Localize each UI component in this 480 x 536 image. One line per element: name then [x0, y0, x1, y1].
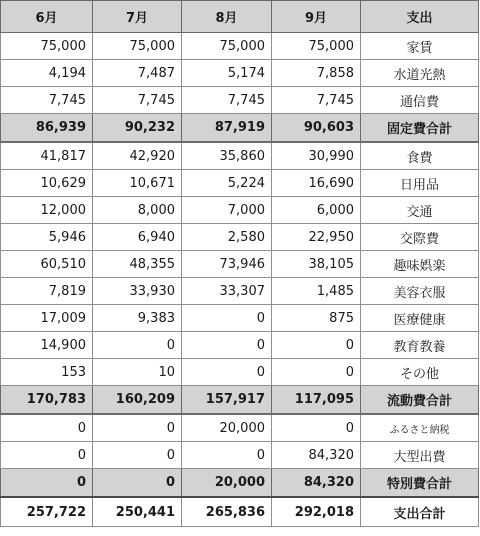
cell-july[interactable]: 33,930 — [93, 278, 182, 305]
cell-september[interactable]: 22,950 — [272, 224, 361, 251]
header-cell-expense[interactable]: 支出 — [361, 1, 479, 33]
cell-expense-label[interactable]: 趣味娯楽 — [361, 251, 479, 278]
cell-august[interactable]: 157,917 — [182, 386, 272, 415]
cell-august[interactable]: 5,174 — [182, 60, 272, 87]
cell-august[interactable]: 7,000 — [182, 197, 272, 224]
cell-september[interactable]: 7,858 — [272, 60, 361, 87]
cell-september[interactable]: 38,105 — [272, 251, 361, 278]
cell-august[interactable]: 20,000 — [182, 414, 272, 442]
cell-august[interactable]: 20,000 — [182, 469, 272, 498]
subtotal-row — [1, 469, 479, 498]
table-row — [1, 305, 479, 332]
header-cell-july[interactable]: 7月 — [93, 1, 182, 33]
cell-july[interactable]: 42,920 — [93, 142, 182, 170]
cell-july[interactable]: 7,487 — [93, 60, 182, 87]
cell-june[interactable]: 0 — [1, 469, 93, 498]
cell-july[interactable]: 48,355 — [93, 251, 182, 278]
cell-september[interactable]: 0 — [272, 332, 361, 359]
cell-july[interactable]: 10,671 — [93, 170, 182, 197]
cell-june[interactable]: 7,745 — [1, 87, 93, 114]
cell-june[interactable]: 10,629 — [1, 170, 93, 197]
cell-july[interactable]: 0 — [93, 469, 182, 498]
cell-september[interactable]: 16,690 — [272, 170, 361, 197]
cell-september[interactable]: 6,000 — [272, 197, 361, 224]
cell-june[interactable]: 75,000 — [1, 33, 93, 60]
cell-june[interactable]: 86,939 — [1, 114, 93, 143]
cell-july[interactable]: 6,940 — [93, 224, 182, 251]
cell-august[interactable]: 2,580 — [182, 224, 272, 251]
cell-july[interactable]: 250,441 — [93, 497, 182, 527]
cell-july[interactable]: 0 — [93, 332, 182, 359]
cell-june[interactable]: 0 — [1, 442, 93, 469]
cell-expense-label[interactable]: 交際費 — [361, 224, 479, 251]
cell-july[interactable]: 10 — [93, 359, 182, 386]
cell-august[interactable]: 33,307 — [182, 278, 272, 305]
cell-expense-label[interactable]: 支出合計 — [361, 497, 479, 527]
cell-expense-label[interactable]: 特別費合計 — [361, 469, 479, 498]
cell-august[interactable]: 0 — [182, 442, 272, 469]
cell-expense-label[interactable]: 家賃 — [361, 33, 479, 60]
cell-july[interactable]: 8,000 — [93, 197, 182, 224]
cell-september[interactable]: 75,000 — [272, 33, 361, 60]
cell-june[interactable]: 257,722 — [1, 497, 93, 527]
cell-june[interactable]: 170,783 — [1, 386, 93, 415]
cell-august[interactable]: 5,224 — [182, 170, 272, 197]
table-row — [1, 87, 479, 114]
cell-june[interactable]: 153 — [1, 359, 93, 386]
table-row — [1, 414, 479, 442]
cell-expense-label[interactable]: 流動費合計 — [361, 386, 479, 415]
cell-september[interactable]: 90,603 — [272, 114, 361, 143]
cell-september[interactable]: 875 — [272, 305, 361, 332]
cell-expense-label[interactable]: 医療健康 — [361, 305, 479, 332]
table-row — [1, 251, 479, 278]
header-cell-september[interactable]: 9月 — [272, 1, 361, 33]
cell-september[interactable]: 1,485 — [272, 278, 361, 305]
cell-september[interactable]: 292,018 — [272, 497, 361, 527]
cell-expense-label[interactable]: 食費 — [361, 142, 479, 170]
cell-june[interactable]: 14,900 — [1, 332, 93, 359]
cell-expense-label[interactable]: 美容衣服 — [361, 278, 479, 305]
table-body — [1, 33, 479, 527]
cell-expense-label[interactable]: ふるさと納税 — [361, 414, 479, 442]
cell-june[interactable]: 0 — [1, 414, 93, 442]
cell-september[interactable]: 84,320 — [272, 469, 361, 498]
cell-expense-label[interactable]: 大型出費 — [361, 442, 479, 469]
cell-august[interactable]: 265,836 — [182, 497, 272, 527]
cell-august[interactable]: 0 — [182, 332, 272, 359]
cell-expense-label[interactable]: 日用品 — [361, 170, 479, 197]
cell-june[interactable]: 7,819 — [1, 278, 93, 305]
cell-expense-label[interactable]: その他 — [361, 359, 479, 386]
cell-june[interactable]: 41,817 — [1, 142, 93, 170]
grand-total-row — [1, 497, 479, 527]
table-row — [1, 224, 479, 251]
table-row — [1, 197, 479, 224]
cell-september[interactable]: 117,095 — [272, 386, 361, 415]
cell-july[interactable]: 0 — [93, 442, 182, 469]
cell-june[interactable]: 12,000 — [1, 197, 93, 224]
cell-june[interactable]: 17,009 — [1, 305, 93, 332]
cell-july[interactable]: 75,000 — [93, 33, 182, 60]
cell-september[interactable]: 30,990 — [272, 142, 361, 170]
cell-july[interactable]: 9,383 — [93, 305, 182, 332]
cell-july[interactable]: 7,745 — [93, 87, 182, 114]
cell-expense-label[interactable]: 通信費 — [361, 87, 479, 114]
cell-august[interactable]: 0 — [182, 305, 272, 332]
cell-august[interactable]: 75,000 — [182, 33, 272, 60]
cell-expense-label[interactable]: 水道光熱 — [361, 60, 479, 87]
cell-september[interactable]: 0 — [272, 359, 361, 386]
table-row — [1, 170, 479, 197]
table-row — [1, 33, 479, 60]
cell-expense-label[interactable]: 教育教養 — [361, 332, 479, 359]
table-row — [1, 359, 479, 386]
cell-july[interactable]: 90,232 — [93, 114, 182, 143]
header-row — [1, 1, 479, 33]
cell-july[interactable]: 0 — [93, 414, 182, 442]
table-row — [1, 332, 479, 359]
cell-expense-label[interactable]: 交通 — [361, 197, 479, 224]
cell-june[interactable]: 4,194 — [1, 60, 93, 87]
header-cell-june[interactable]: 6月 — [1, 1, 93, 33]
table-row — [1, 278, 479, 305]
cell-august[interactable]: 7,745 — [182, 87, 272, 114]
cell-june[interactable]: 60,510 — [1, 251, 93, 278]
header-cell-august[interactable]: 8月 — [182, 1, 272, 33]
cell-september[interactable]: 0 — [272, 414, 361, 442]
subtotal-row — [1, 114, 479, 143]
cell-june[interactable]: 5,946 — [1, 224, 93, 251]
cell-september[interactable]: 7,745 — [272, 87, 361, 114]
cell-expense-label[interactable]: 固定費合計 — [361, 114, 479, 143]
cell-august[interactable]: 73,946 — [182, 251, 272, 278]
table-row — [1, 142, 479, 170]
cell-july[interactable]: 160,209 — [93, 386, 182, 415]
cell-september[interactable]: 84,320 — [272, 442, 361, 469]
cell-august[interactable]: 0 — [182, 359, 272, 386]
cell-august[interactable]: 87,919 — [182, 114, 272, 143]
table-row — [1, 60, 479, 87]
table-row — [1, 442, 479, 469]
cell-august[interactable]: 35,860 — [182, 142, 272, 170]
subtotal-row — [1, 386, 479, 415]
